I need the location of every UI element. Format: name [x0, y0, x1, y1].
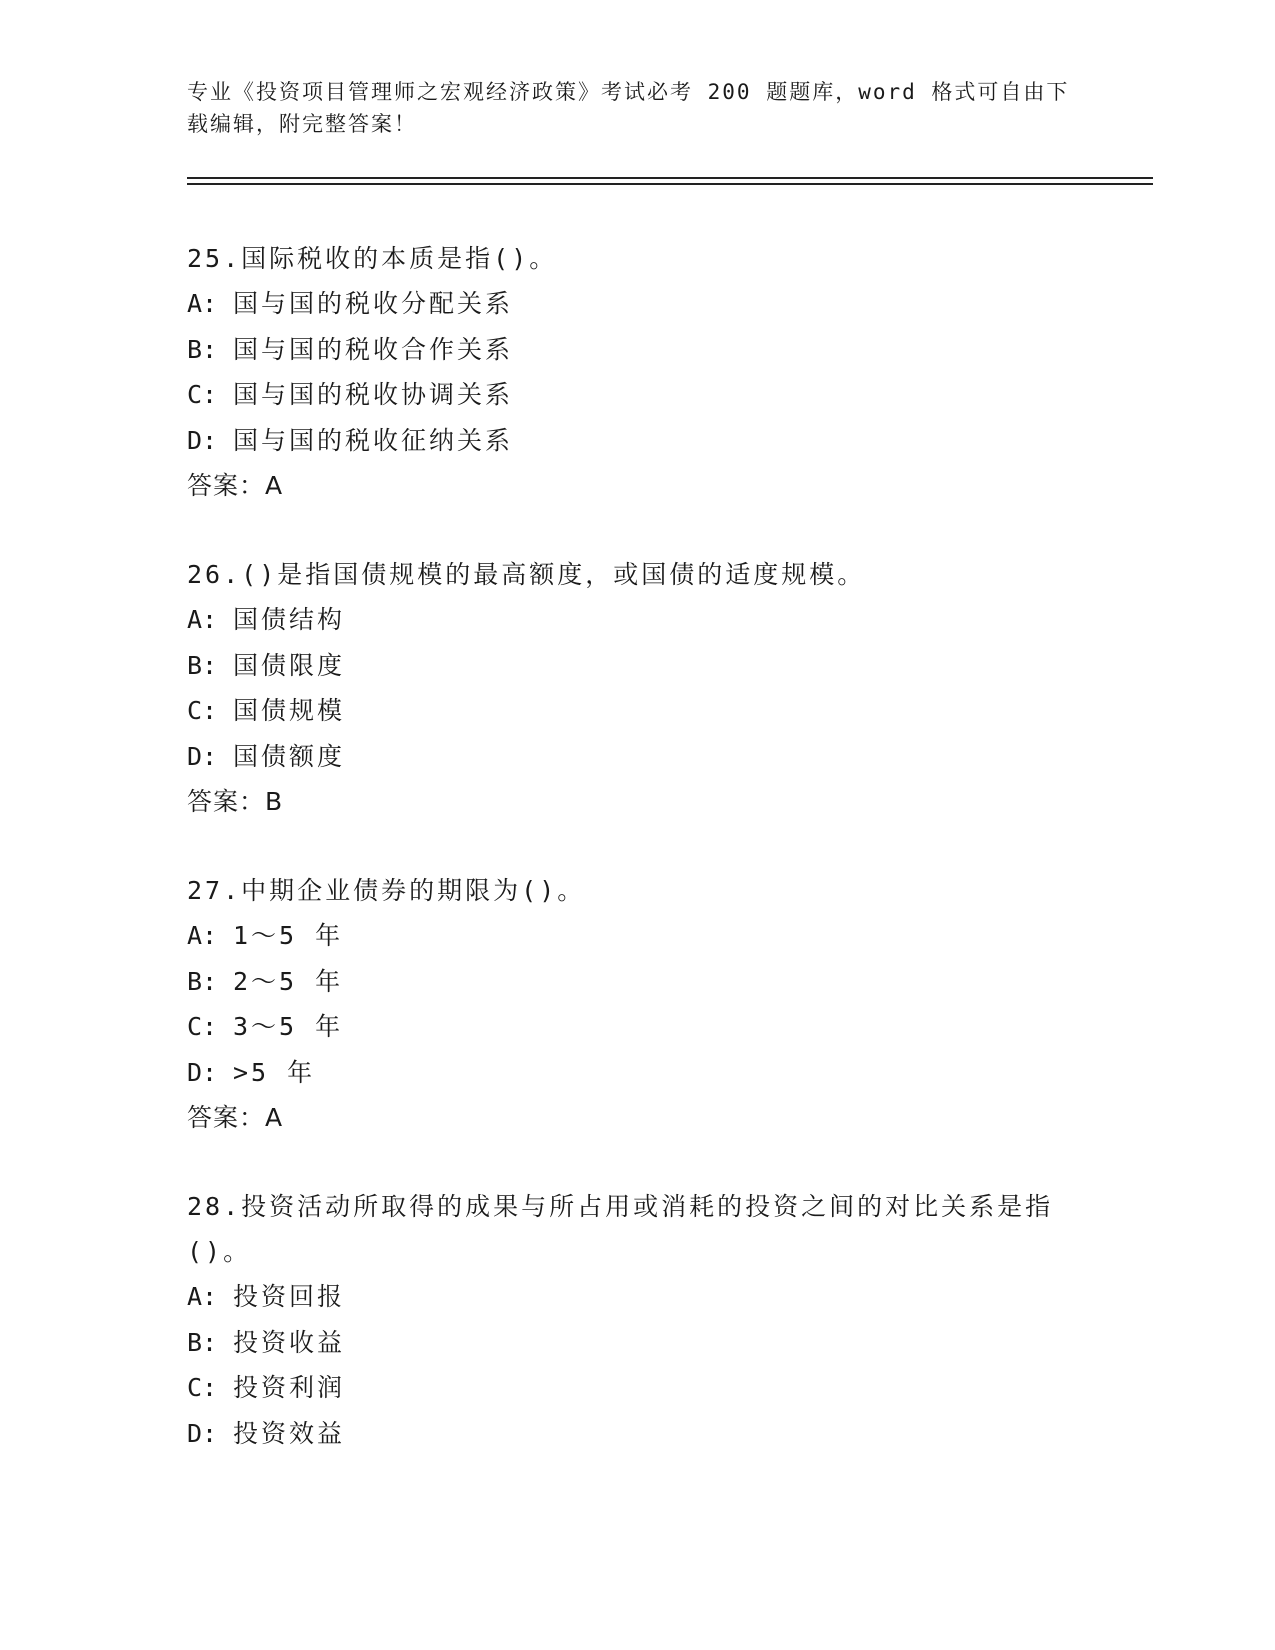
- question-stem: 28.投资活动所取得的成果与所占用或消耗的投资之间的对比关系是指()。: [187, 1192, 1054, 1266]
- option-letter: D:: [187, 1057, 218, 1087]
- option-letter: B:: [187, 1327, 218, 1357]
- question-stem: 26.()是指国债规模的最高额度，或国债的适度规模。: [187, 560, 866, 589]
- option-c: [187, 1365, 1087, 1411]
- option-text: 3～5 年: [233, 1012, 344, 1041]
- option-a: [187, 913, 1087, 959]
- option-letter: C:: [187, 696, 218, 725]
- option-letter: C:: [187, 1012, 218, 1041]
- option-letter: C:: [187, 380, 218, 409]
- option-text: 国债规模: [233, 696, 346, 725]
- option-text: 国债额度: [233, 741, 346, 771]
- option-d: [187, 418, 1087, 464]
- option-letter: B:: [187, 650, 218, 680]
- option-text: 投资效益: [233, 1418, 346, 1448]
- option-letter: A:: [187, 605, 218, 634]
- option-c: [187, 1004, 1087, 1050]
- option-text: 投资利润: [233, 1373, 346, 1402]
- document-intro: 专业《投资项目管理师之宏观经济政策》考试必考 200 题题库，word 格式可自由下载编辑，附完整答案！: [187, 80, 1070, 136]
- option-letter: C:: [187, 1373, 218, 1402]
- option-letter: B:: [187, 334, 218, 364]
- option-a: [187, 1274, 1087, 1320]
- option-c: [187, 372, 1087, 418]
- option-letter: B:: [187, 966, 218, 996]
- question-list: [187, 236, 1087, 1500]
- option-d: [187, 1411, 1087, 1457]
- question-28: [187, 1184, 1087, 1456]
- option-letter: D:: [187, 741, 218, 771]
- option-text: 国债限度: [233, 650, 346, 680]
- option-letter: D:: [187, 425, 218, 455]
- question-stem: 25.国际税收的本质是指()。: [187, 244, 558, 273]
- option-b: [187, 643, 1087, 689]
- option-b: [187, 959, 1087, 1005]
- question-27: [187, 868, 1087, 1140]
- question-stem: 27.中期企业债券的期限为()。: [187, 876, 586, 905]
- option-letter: D:: [187, 1418, 218, 1448]
- option-b: [187, 1320, 1087, 1366]
- option-letter: A:: [187, 921, 218, 950]
- option-a: [187, 281, 1087, 327]
- option-letter: A:: [187, 1282, 218, 1311]
- option-text: 国与国的税收协调关系: [233, 380, 514, 409]
- option-text: 2～5 年: [233, 966, 344, 996]
- answer-line: 答案：B: [187, 787, 284, 816]
- option-text: 1～5 年: [233, 921, 344, 950]
- option-text: 国与国的税收分配关系: [233, 289, 514, 318]
- option-text: 国债结构: [233, 605, 346, 634]
- option-d: [187, 1050, 1087, 1096]
- option-text: >5 年: [233, 1057, 316, 1087]
- answer-line: 答案：A: [187, 1103, 284, 1132]
- option-text: 国与国的税收合作关系: [233, 334, 514, 364]
- option-c: [187, 688, 1087, 734]
- option-d: [187, 734, 1087, 780]
- option-text: 投资回报: [233, 1282, 346, 1311]
- option-letter: A:: [187, 289, 218, 318]
- question-26: [187, 552, 1087, 824]
- header-divider-bottom: [187, 183, 1153, 185]
- option-text: 投资收益: [233, 1327, 346, 1357]
- header-divider-top: [187, 177, 1153, 179]
- question-25: [187, 236, 1087, 508]
- answer-line: 答案：A: [187, 471, 284, 500]
- option-b: [187, 327, 1087, 373]
- option-a: [187, 597, 1087, 643]
- option-text: 国与国的税收征纳关系: [233, 425, 514, 455]
